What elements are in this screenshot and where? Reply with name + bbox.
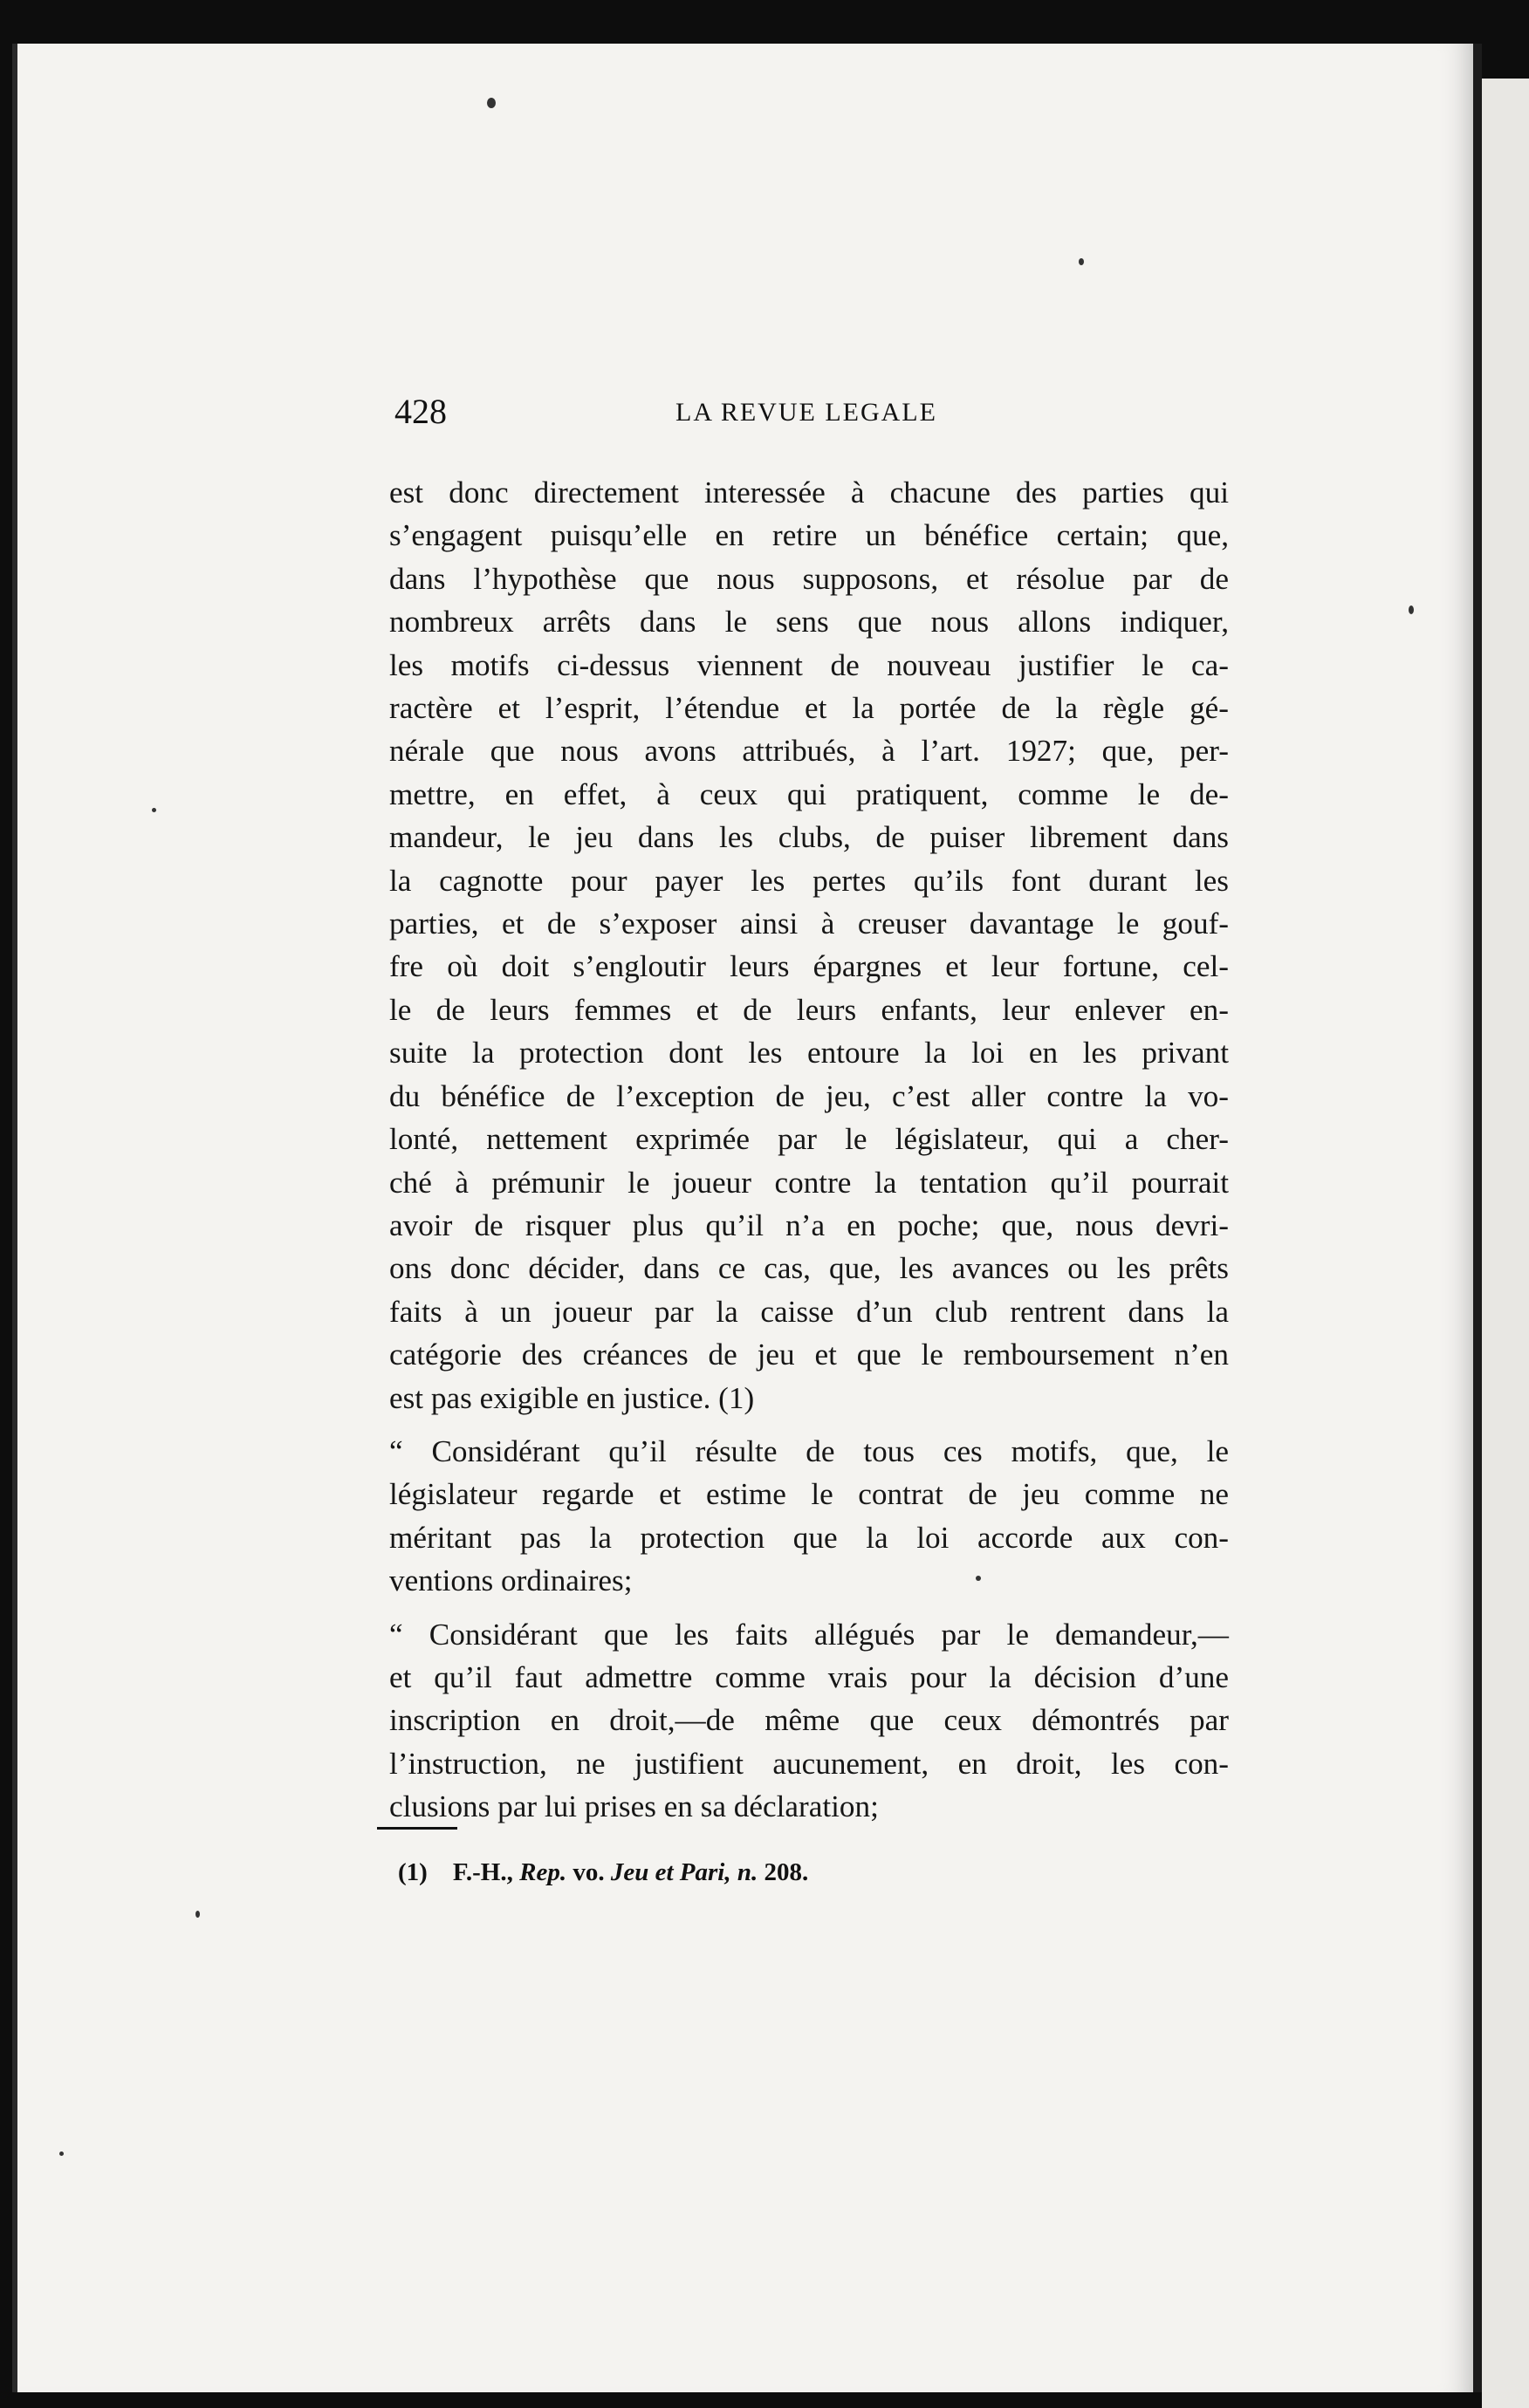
text-line: clusions par lui prises en sa déclaration; — [389, 1789, 879, 1824]
scan-speck — [152, 808, 156, 812]
footnote-number: 208. — [764, 1858, 809, 1886]
running-head — [394, 391, 1239, 443]
text-line: mettre, en effet, à ceux qui pratiquent, comme le de- — [389, 776, 1229, 811]
text-line: est donc directement interessée à chacune des parties qui — [389, 475, 1229, 510]
paragraph-3 — [389, 1613, 1229, 1829]
text-line: et qu’il faut admettre comme vrais pour la décision d’une — [389, 1659, 1229, 1694]
text-line: “ Considérant qu’il résulte de tous ces motifs, que, le — [389, 1433, 1229, 1468]
text-line: ractère et l’esprit, l’étendue et la portée de la règle gé- — [389, 691, 1229, 726]
footnote-vo: vo. — [573, 1858, 605, 1886]
text-line: l’instruction, ne justifient aucunement, en droit, les con- — [389, 1746, 1229, 1781]
text-line: du bénéfice de l’exception de jeu, c’est aller contre la vo- — [389, 1078, 1229, 1113]
text-line: suite la protection dont les entoure la loi en les privant — [389, 1036, 1229, 1071]
journal-title: LA REVUE LEGALE — [675, 398, 937, 427]
text-line: ché à prémunir le joueur contre la tentation qu’il pourrait — [389, 1165, 1229, 1200]
footnote-marker: (1) — [398, 1858, 428, 1886]
text-line: s’engagent puisqu’elle en retire un bénéfice certain; que, — [389, 518, 1229, 553]
page-left-edge — [12, 44, 17, 2392]
text-line: méritant pas la protection que la loi accorde aux con- — [389, 1520, 1229, 1555]
text-line: ons donc décider, dans ce cas, que, les avances ou les prêts — [389, 1251, 1229, 1286]
footnote-entry: Jeu et Pari, n. — [610, 1858, 758, 1886]
text-line: ventions ordinaires; — [389, 1563, 633, 1598]
text-line: nérale que nous avons attribués, à l’art. 1927; que, per- — [389, 734, 1229, 769]
paragraph-2 — [389, 1430, 1229, 1603]
scan-speck — [1409, 605, 1414, 614]
text-line: la cagnotte pour payer les pertes qu’ils font durant les — [389, 863, 1229, 898]
scan-speck — [59, 2151, 64, 2156]
body-text — [389, 471, 1229, 1829]
text-line: mandeur, le jeu dans les clubs, de puiser librement dans — [389, 820, 1229, 855]
page-number: 428 — [394, 392, 447, 431]
paragraph-gap — [389, 1603, 1229, 1613]
text-line: est pas exigible en justice. (1) — [389, 1380, 755, 1415]
text-line: les motifs ci-dessus viennent de nouveau justifier le ca- — [389, 647, 1229, 682]
footnote-author: F.-H., — [452, 1858, 513, 1886]
text-line: faits à un joueur par la caisse d’un club rentrent dans la — [389, 1294, 1229, 1329]
footnote-reference: Rep. — [519, 1858, 567, 1886]
text-line: avoir de risquer plus qu’il n’a en poche; que, nous devri- — [389, 1207, 1229, 1242]
paragraph-gap — [389, 1419, 1229, 1430]
facing-page-edge — [1482, 79, 1529, 2408]
text-line: lonté, nettement exprimée par le législateur, qui a cher- — [389, 1122, 1229, 1157]
text-line: catégorie des créances de jeu et que le remboursement n’en — [389, 1337, 1229, 1372]
text-line: parties, et de s’exposer ainsi à creuser davantage le gouf- — [389, 906, 1229, 941]
text-line: “ Considérant que les faits allégués par le demandeur,— — [389, 1617, 1229, 1652]
text-line: dans l’hypothèse que nous supposons, et résolue par de — [389, 561, 1229, 596]
text-line: inscription en droit,—de même que ceux démontrés par — [389, 1703, 1229, 1738]
scan-speck — [195, 1911, 200, 1918]
scan-speck — [487, 98, 496, 108]
text-line: fre où doit s’engloutir leurs épargnes et leur fortune, cel- — [389, 949, 1229, 984]
text-line: législateur regarde et estime le contrat de jeu comme ne — [389, 1477, 1229, 1512]
text-line: nombreux arrêts dans le sens que nous allons indiquer, — [389, 605, 1229, 640]
text-line: le de leurs femmes et de leurs enfants, leur enlever en- — [389, 992, 1229, 1027]
footnote-rule — [377, 1827, 457, 1830]
scan-speck — [1079, 258, 1084, 265]
paragraph-1 — [389, 471, 1229, 1419]
footnote — [398, 1858, 808, 1887]
